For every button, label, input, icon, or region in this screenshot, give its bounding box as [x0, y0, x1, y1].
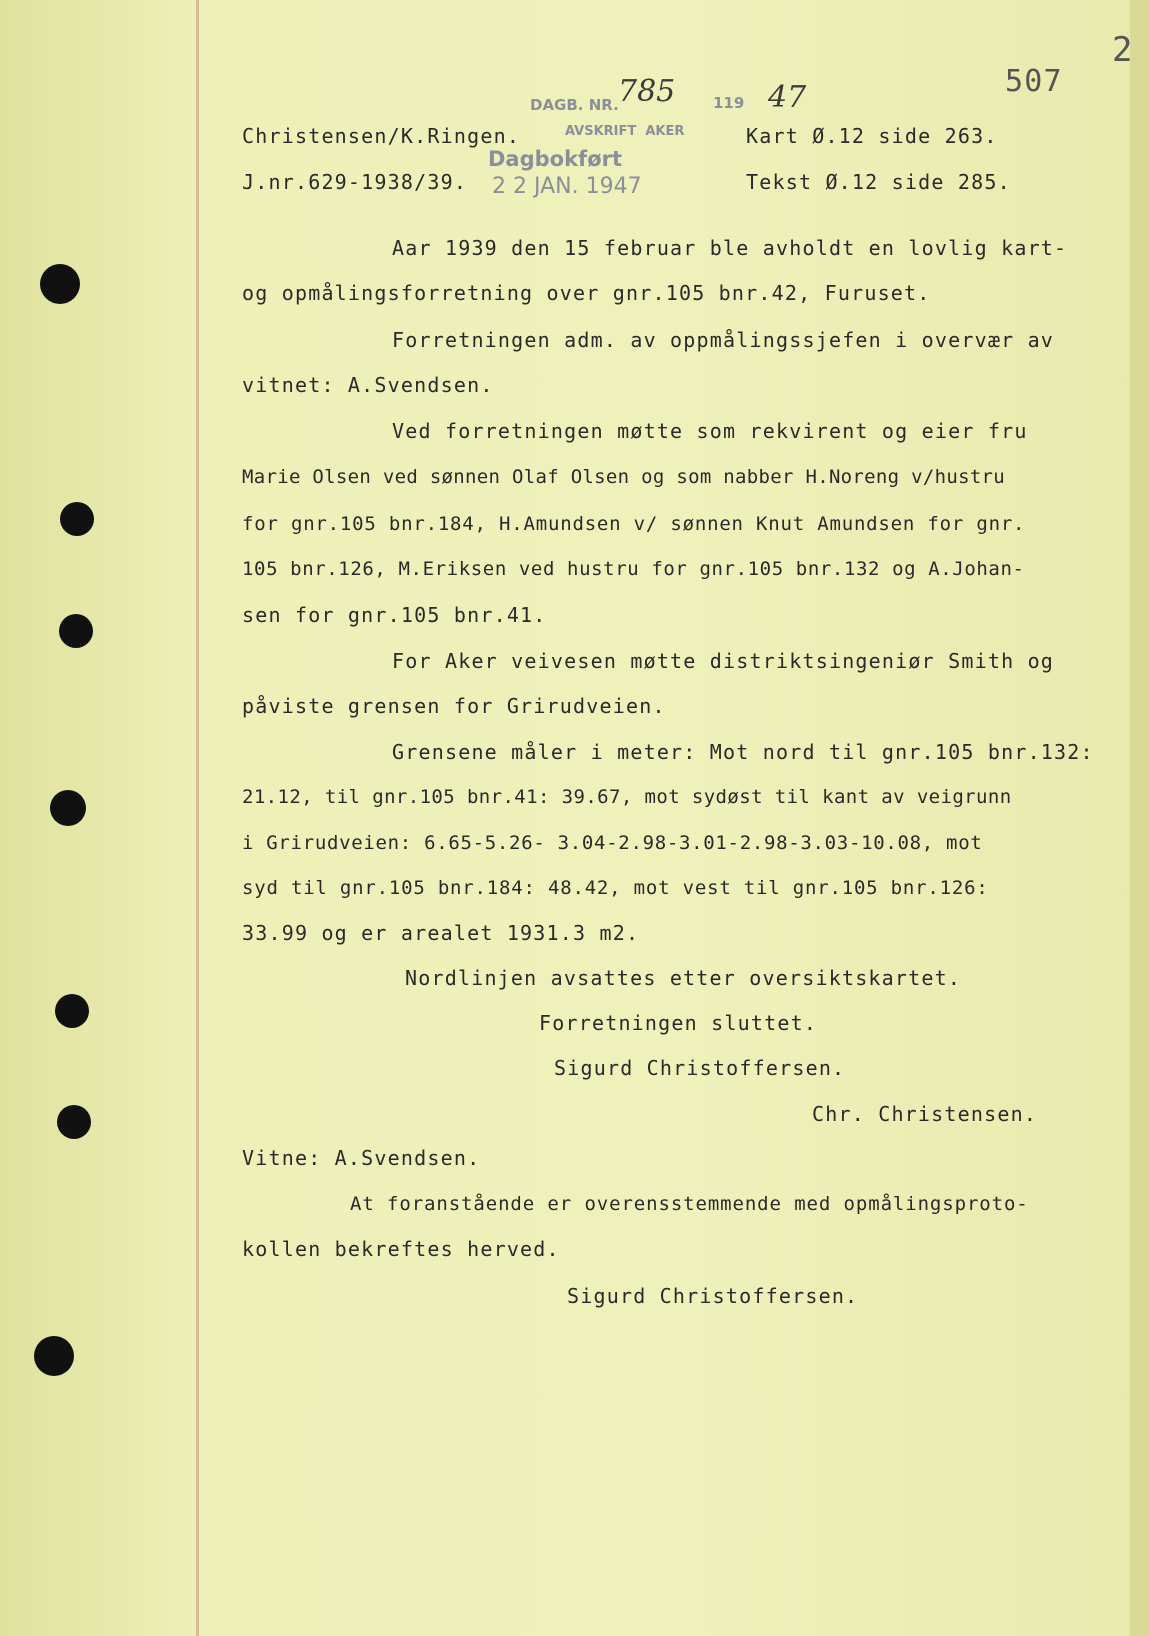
text-line: syd til gnr.105 bnr.184: 48.42, mot vest til gnr.105 bnr.126:	[242, 877, 989, 899]
avskrift-stamp: AVSKRIFT AKER	[565, 124, 685, 139]
text-line: Forretningen adm. av oppmålingssjefen i overvær av	[392, 328, 1055, 352]
text-line: kollen bekreftes herved.	[242, 1237, 560, 1261]
witness-line: Vitne: A.Svendsen.	[242, 1146, 481, 1170]
header-text-reference: Tekst Ø.12 side 285.	[746, 170, 1011, 194]
text-line: For Aker veivesen møtte distriktsingeniør Smith og	[392, 649, 1055, 673]
date-stamp: 2 2 JAN. 1947	[492, 174, 642, 199]
signature-line: Sigurd Christoffersen.	[567, 1284, 859, 1308]
punch-hole	[34, 1336, 74, 1376]
text-line: Forretningen sluttet.	[539, 1011, 818, 1035]
punch-hole	[55, 994, 89, 1028]
signature-line: Sigurd Christoffersen.	[554, 1056, 846, 1080]
dagb-year-handwritten: 47	[768, 80, 807, 115]
dagb-number-handwritten: 785	[618, 74, 676, 109]
punch-hole	[57, 1105, 91, 1139]
signature-line: Chr. Christensen.	[812, 1102, 1038, 1126]
header-case-name: Christensen/K.Ringen.	[242, 124, 521, 148]
text-line: sen for gnr.105 bnr.41.	[242, 603, 547, 627]
page-number: 507	[1005, 64, 1063, 99]
text-line: 21.12, til gnr.105 bnr.41: 39.67, mot sydøst til kant av veigrunn	[242, 786, 1012, 808]
dagb-label-stamp: DAGB. NR.	[530, 96, 619, 114]
corner-number: 2	[1112, 30, 1134, 70]
text-line: for gnr.105 bnr.184, H.Amundsen v/ sønnen Knut Amundsen for gnr.	[242, 513, 1026, 535]
text-line: og opmålingsforretning over gnr.105 bnr.42, Furuset.	[242, 281, 931, 305]
text-line: Nordlinjen avsattes etter oversiktskartet.	[405, 966, 962, 990]
text-line: i Grirudveien: 6.65-5.26- 3.04-2.98-3.01-2.98-3.03-10.08, mot	[242, 832, 983, 854]
text-line: Ved forretningen møtte som rekvirent og eier fru	[392, 419, 1028, 443]
dagbokfort-stamp: Dagbokført	[488, 147, 623, 171]
text-line: påviste grensen for Grirudveien.	[242, 694, 666, 718]
text-line: Aar 1939 den 15 februar ble avholdt en lovlig kart-	[392, 236, 1068, 260]
dagb-suffix-stamp: 119	[713, 94, 745, 112]
text-line: 105 bnr.126, M.Eriksen ved hustru for gnr.105 bnr.132 og A.Johan-	[242, 558, 1025, 580]
margin-line	[196, 0, 199, 1636]
text-line: Marie Olsen ved sønnen Olaf Olsen og som nabber H.Noreng v/hustru	[242, 466, 1006, 488]
text-line: 33.99 og er arealet 1931.3 m2.	[242, 921, 640, 945]
punch-hole	[59, 614, 93, 648]
text-line: vitnet: A.Svendsen.	[242, 373, 494, 397]
header-journal-number: J.nr.629-1938/39.	[242, 170, 468, 194]
punch-hole	[40, 264, 80, 304]
text-line: Grensene måler i meter: Mot nord til gnr.105 bnr.132:	[392, 740, 1094, 764]
page-edge	[1130, 0, 1149, 1636]
punch-hole	[50, 790, 86, 826]
punch-hole	[60, 502, 94, 536]
text-line: At foranstående er overensstemmende med opmålingsproto-	[350, 1193, 1029, 1215]
header-map-reference: Kart Ø.12 side 263.	[746, 124, 998, 148]
